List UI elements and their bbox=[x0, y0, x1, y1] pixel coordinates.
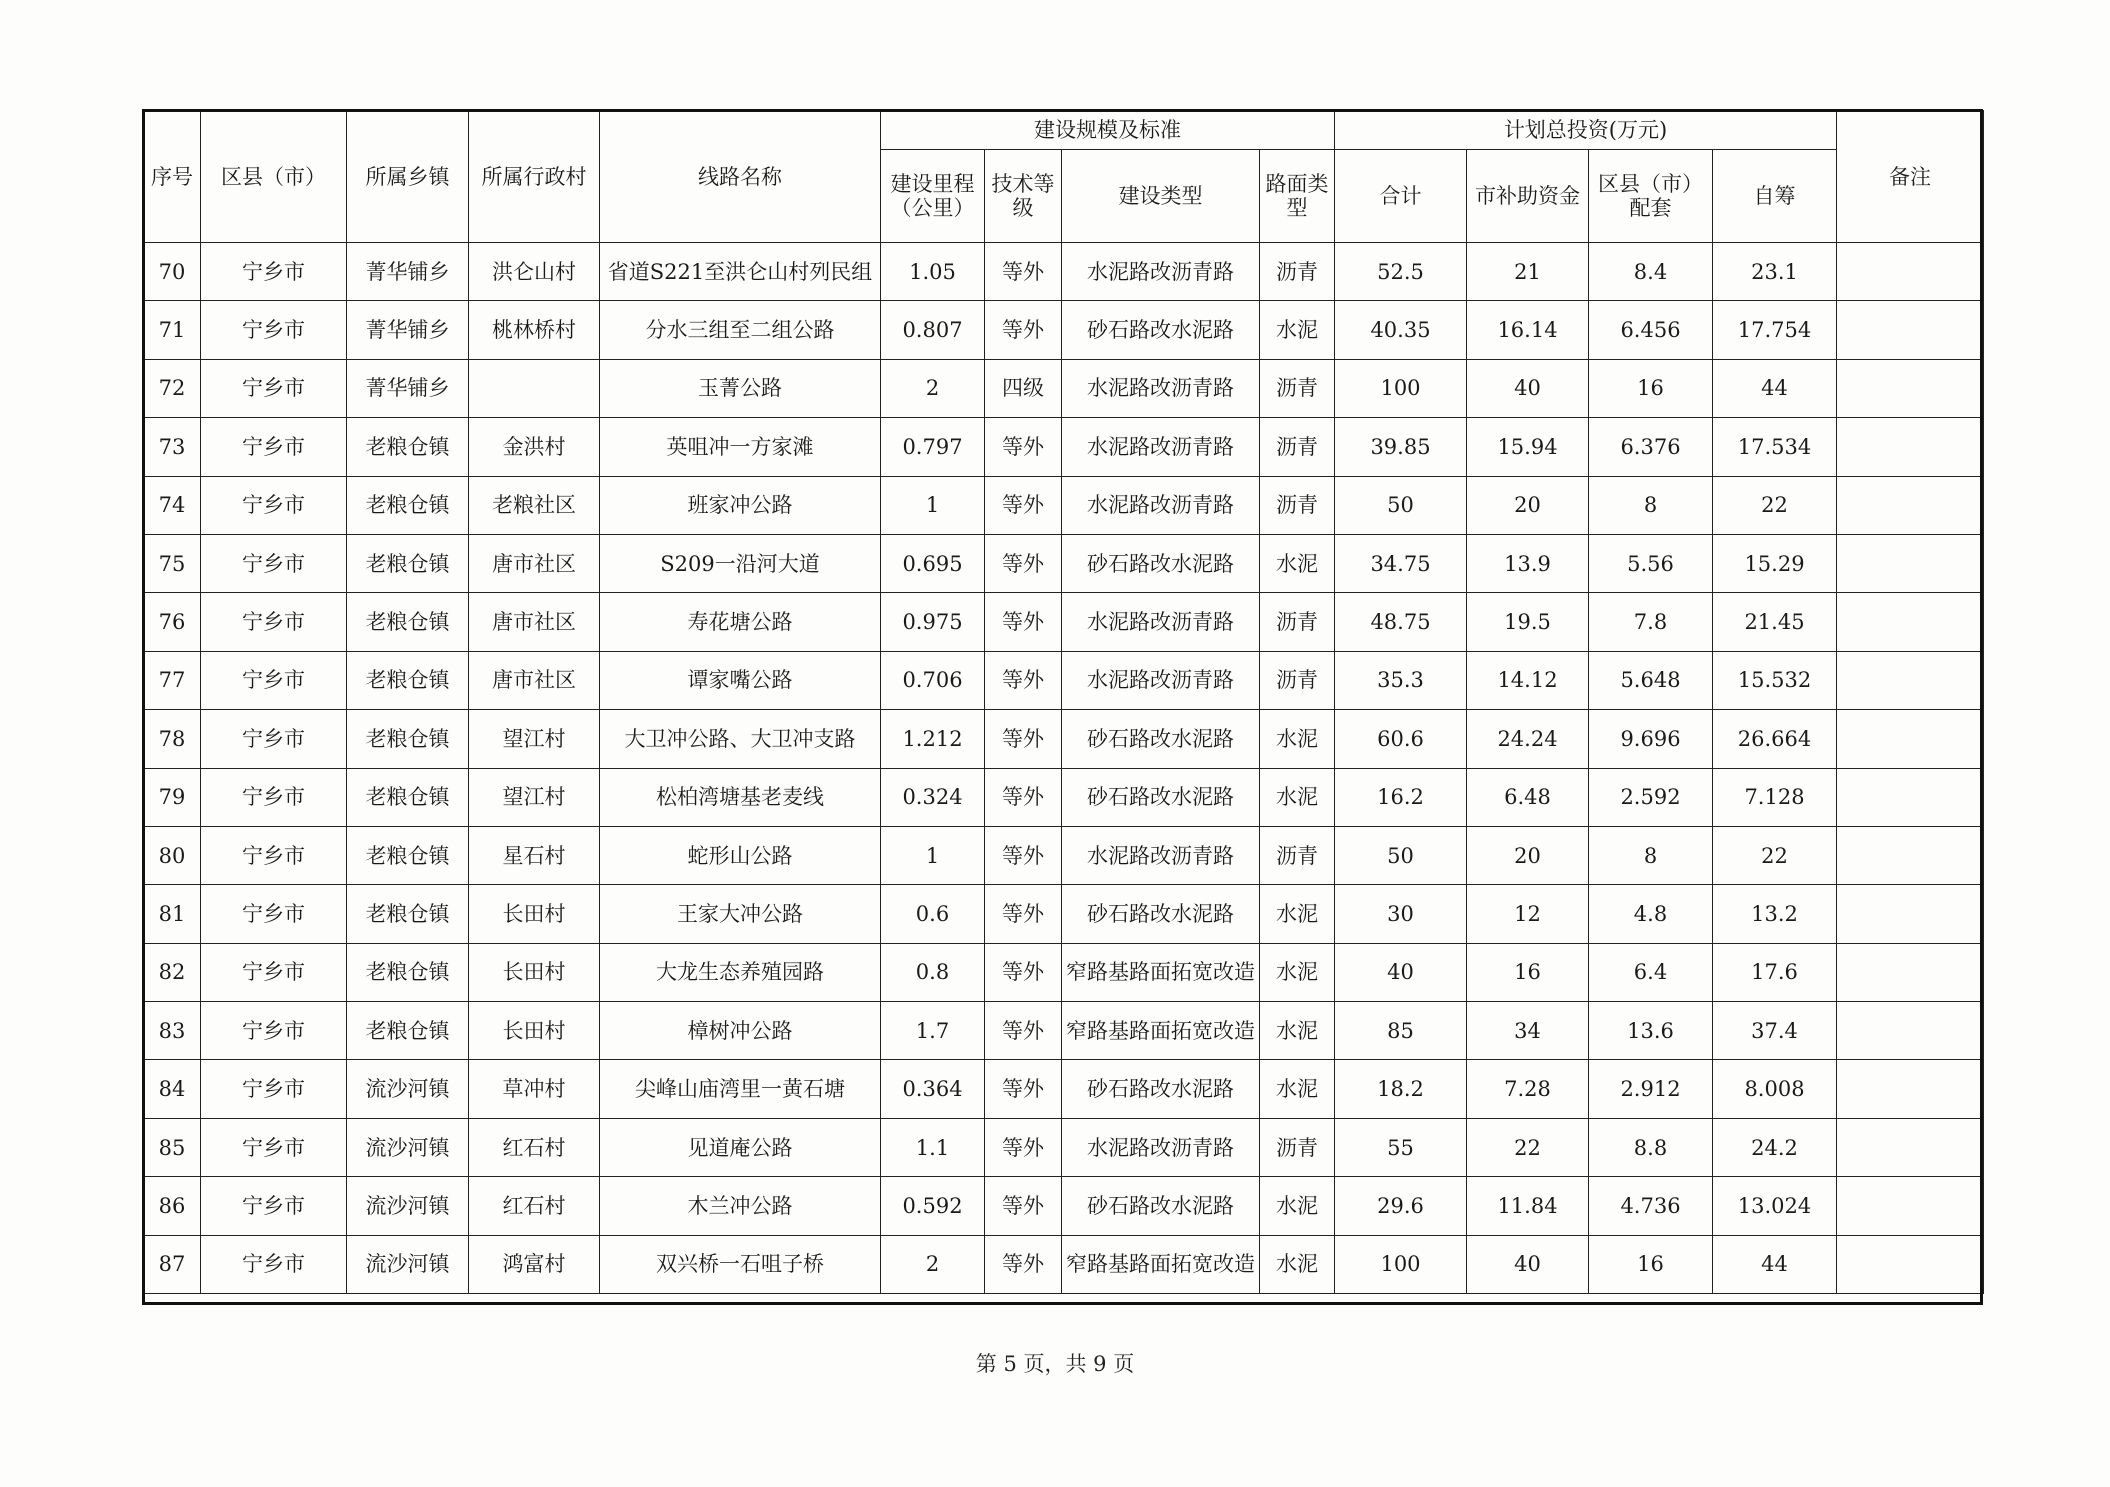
cell-township: 老粮仓镇 bbox=[347, 651, 469, 709]
cell-route: 英咀冲一方家滩 bbox=[600, 418, 881, 476]
cell-surface: 沥青 bbox=[1260, 651, 1335, 709]
table-row bbox=[144, 651, 1984, 709]
cell-county-match: 6.4 bbox=[1589, 943, 1713, 1001]
header-mileage: 建设里程（公里） bbox=[881, 150, 985, 243]
cell-total: 85 bbox=[1335, 1002, 1467, 1060]
cell-self-raised: 17.534 bbox=[1713, 418, 1837, 476]
cell-remark bbox=[1837, 943, 1984, 1001]
cell-self-raised: 17.754 bbox=[1713, 301, 1837, 359]
cell-county-match: 8 bbox=[1589, 476, 1713, 534]
cell-grade: 等外 bbox=[985, 1177, 1062, 1235]
cell-village: 桃林桥村 bbox=[469, 301, 600, 359]
cell-build-type: 砂石路改水泥路 bbox=[1062, 1177, 1260, 1235]
cell-self-raised: 22 bbox=[1713, 826, 1837, 884]
cell-county-match: 16 bbox=[1589, 1235, 1713, 1293]
cell-surface: 水泥 bbox=[1260, 710, 1335, 768]
cell-county-match: 9.696 bbox=[1589, 710, 1713, 768]
cell-city-subsidy: 20 bbox=[1467, 826, 1589, 884]
header-route: 线路名称 bbox=[600, 111, 881, 243]
table-row bbox=[144, 1118, 1984, 1176]
cell-township: 流沙河镇 bbox=[347, 1177, 469, 1235]
cell-grade: 等外 bbox=[985, 885, 1062, 943]
cell-total: 35.3 bbox=[1335, 651, 1467, 709]
cell-remark bbox=[1837, 1002, 1984, 1060]
cell-county-match: 6.376 bbox=[1589, 418, 1713, 476]
cell-grade: 等外 bbox=[985, 768, 1062, 826]
cell-build-type: 砂石路改水泥路 bbox=[1062, 768, 1260, 826]
cell-mileage: 2 bbox=[881, 359, 985, 417]
cell-village: 长田村 bbox=[469, 885, 600, 943]
cell-route: 见道庵公路 bbox=[600, 1118, 881, 1176]
cell-city-subsidy: 22 bbox=[1467, 1118, 1589, 1176]
cell-self-raised: 15.29 bbox=[1713, 534, 1837, 592]
header-total: 合计 bbox=[1335, 150, 1467, 243]
cell-township: 老粮仓镇 bbox=[347, 418, 469, 476]
cell-township: 老粮仓镇 bbox=[347, 476, 469, 534]
cell-total: 18.2 bbox=[1335, 1060, 1467, 1118]
cell-remark bbox=[1837, 243, 1984, 301]
cell-city-subsidy: 12 bbox=[1467, 885, 1589, 943]
cell-grade: 等外 bbox=[985, 476, 1062, 534]
cell-county-match: 13.6 bbox=[1589, 1002, 1713, 1060]
cell-build-type: 砂石路改水泥路 bbox=[1062, 301, 1260, 359]
cell-county-match: 5.56 bbox=[1589, 534, 1713, 592]
cell-seq: 77 bbox=[144, 651, 201, 709]
cell-grade: 等外 bbox=[985, 534, 1062, 592]
cell-county-match: 8 bbox=[1589, 826, 1713, 884]
cell-route: S209一沿河大道 bbox=[600, 534, 881, 592]
cell-mileage: 1.05 bbox=[881, 243, 985, 301]
cell-seq: 80 bbox=[144, 826, 201, 884]
cell-total: 48.75 bbox=[1335, 593, 1467, 651]
cell-surface: 水泥 bbox=[1260, 1060, 1335, 1118]
cell-grade: 等外 bbox=[985, 1060, 1062, 1118]
cell-city-subsidy: 15.94 bbox=[1467, 418, 1589, 476]
header-surface: 路面类型 bbox=[1260, 150, 1335, 243]
cell-total: 100 bbox=[1335, 359, 1467, 417]
cell-remark bbox=[1837, 593, 1984, 651]
cell-surface: 沥青 bbox=[1260, 359, 1335, 417]
cell-county: 宁乡市 bbox=[201, 301, 347, 359]
header-city-subsidy: 市补助资金 bbox=[1467, 150, 1589, 243]
cell-self-raised: 44 bbox=[1713, 1235, 1837, 1293]
header-scale-group: 建设规模及标准 bbox=[881, 111, 1335, 150]
cell-build-type: 窄路基路面拓宽改造 bbox=[1062, 1235, 1260, 1293]
cell-route: 大龙生态养殖园路 bbox=[600, 943, 881, 1001]
cell-mileage: 1 bbox=[881, 826, 985, 884]
cell-village: 洪仑山村 bbox=[469, 243, 600, 301]
cell-township: 老粮仓镇 bbox=[347, 710, 469, 768]
cell-route: 分水三组至二组公路 bbox=[600, 301, 881, 359]
cell-surface: 水泥 bbox=[1260, 1235, 1335, 1293]
table-row bbox=[144, 1002, 1984, 1060]
cell-route: 尖峰山庙湾里一黄石塘 bbox=[600, 1060, 881, 1118]
cell-township: 老粮仓镇 bbox=[347, 826, 469, 884]
cell-route: 谭家嘴公路 bbox=[600, 651, 881, 709]
cell-village: 红石村 bbox=[469, 1118, 600, 1176]
cell-mileage: 1.7 bbox=[881, 1002, 985, 1060]
cell-county-match: 7.8 bbox=[1589, 593, 1713, 651]
cell-village: 星石村 bbox=[469, 826, 600, 884]
cell-total: 16.2 bbox=[1335, 768, 1467, 826]
cell-remark bbox=[1837, 651, 1984, 709]
cell-total: 60.6 bbox=[1335, 710, 1467, 768]
cell-county: 宁乡市 bbox=[201, 651, 347, 709]
cell-surface: 沥青 bbox=[1260, 243, 1335, 301]
cell-build-type: 水泥路改沥青路 bbox=[1062, 651, 1260, 709]
cell-remark bbox=[1837, 1235, 1984, 1293]
cell-build-type: 砂石路改水泥路 bbox=[1062, 534, 1260, 592]
cell-route: 王家大冲公路 bbox=[600, 885, 881, 943]
cell-build-type: 砂石路改水泥路 bbox=[1062, 710, 1260, 768]
cell-total: 34.75 bbox=[1335, 534, 1467, 592]
cell-remark bbox=[1837, 885, 1984, 943]
cell-township: 老粮仓镇 bbox=[347, 593, 469, 651]
cell-village: 金洪村 bbox=[469, 418, 600, 476]
cell-total: 52.5 bbox=[1335, 243, 1467, 301]
cell-grade: 等外 bbox=[985, 710, 1062, 768]
cell-route: 松柏湾塘基老麦线 bbox=[600, 768, 881, 826]
cell-county: 宁乡市 bbox=[201, 1177, 347, 1235]
table-row bbox=[144, 768, 1984, 826]
cell-total: 100 bbox=[1335, 1235, 1467, 1293]
cell-remark bbox=[1837, 1060, 1984, 1118]
cell-township: 菁华铺乡 bbox=[347, 243, 469, 301]
cell-surface: 水泥 bbox=[1260, 768, 1335, 826]
cell-build-type: 水泥路改沥青路 bbox=[1062, 826, 1260, 884]
cell-county: 宁乡市 bbox=[201, 768, 347, 826]
header-remark: 备注 bbox=[1837, 111, 1984, 243]
cell-mileage: 1 bbox=[881, 476, 985, 534]
header-county-match: 区县（市）配套 bbox=[1589, 150, 1713, 243]
cell-seq: 73 bbox=[144, 418, 201, 476]
cell-city-subsidy: 16 bbox=[1467, 943, 1589, 1001]
cell-remark bbox=[1837, 359, 1984, 417]
cell-county: 宁乡市 bbox=[201, 243, 347, 301]
cell-grade: 等外 bbox=[985, 418, 1062, 476]
cell-grade: 等外 bbox=[985, 1002, 1062, 1060]
cell-route: 双兴桥一石咀子桥 bbox=[600, 1235, 881, 1293]
cell-mileage: 2 bbox=[881, 1235, 985, 1293]
cell-seq: 76 bbox=[144, 593, 201, 651]
cell-grade: 等外 bbox=[985, 1235, 1062, 1293]
cell-total: 50 bbox=[1335, 476, 1467, 534]
cell-self-raised: 22 bbox=[1713, 476, 1837, 534]
cell-route: 樟树冲公路 bbox=[600, 1002, 881, 1060]
cell-township: 流沙河镇 bbox=[347, 1235, 469, 1293]
cell-self-raised: 7.128 bbox=[1713, 768, 1837, 826]
cell-mileage: 0.364 bbox=[881, 1060, 985, 1118]
cell-county: 宁乡市 bbox=[201, 885, 347, 943]
cell-township: 老粮仓镇 bbox=[347, 885, 469, 943]
table-row bbox=[144, 943, 1984, 1001]
cell-self-raised: 8.008 bbox=[1713, 1060, 1837, 1118]
cell-village: 红石村 bbox=[469, 1177, 600, 1235]
cell-remark bbox=[1837, 768, 1984, 826]
cell-mileage: 0.8 bbox=[881, 943, 985, 1001]
cell-village: 唐市社区 bbox=[469, 593, 600, 651]
cell-seq: 81 bbox=[144, 885, 201, 943]
cell-county: 宁乡市 bbox=[201, 710, 347, 768]
cell-grade: 等外 bbox=[985, 301, 1062, 359]
cell-township: 老粮仓镇 bbox=[347, 534, 469, 592]
cell-route: 寿花塘公路 bbox=[600, 593, 881, 651]
cell-mileage: 0.706 bbox=[881, 651, 985, 709]
cell-total: 29.6 bbox=[1335, 1177, 1467, 1235]
cell-surface: 水泥 bbox=[1260, 1177, 1335, 1235]
cell-build-type: 窄路基路面拓宽改造 bbox=[1062, 1002, 1260, 1060]
cell-county: 宁乡市 bbox=[201, 418, 347, 476]
cell-surface: 沥青 bbox=[1260, 476, 1335, 534]
cell-village: 唐市社区 bbox=[469, 651, 600, 709]
cell-route: 玉菁公路 bbox=[600, 359, 881, 417]
cell-village: 望江村 bbox=[469, 710, 600, 768]
cell-grade: 等外 bbox=[985, 943, 1062, 1001]
cell-remark bbox=[1837, 1118, 1984, 1176]
cell-route: 大卫冲公路、大卫冲支路 bbox=[600, 710, 881, 768]
cell-seq: 74 bbox=[144, 476, 201, 534]
cell-county: 宁乡市 bbox=[201, 1118, 347, 1176]
cell-surface: 沥青 bbox=[1260, 418, 1335, 476]
cell-self-raised: 23.1 bbox=[1713, 243, 1837, 301]
cell-surface: 水泥 bbox=[1260, 1002, 1335, 1060]
cell-self-raised: 21.45 bbox=[1713, 593, 1837, 651]
table-row bbox=[144, 359, 1984, 417]
table-header bbox=[144, 111, 1984, 243]
cell-total: 40 bbox=[1335, 943, 1467, 1001]
cell-city-subsidy: 20 bbox=[1467, 476, 1589, 534]
cell-city-subsidy: 7.28 bbox=[1467, 1060, 1589, 1118]
cell-seq: 75 bbox=[144, 534, 201, 592]
cell-township: 菁华铺乡 bbox=[347, 301, 469, 359]
cell-mileage: 0.797 bbox=[881, 418, 985, 476]
cell-city-subsidy: 40 bbox=[1467, 1235, 1589, 1293]
cell-city-subsidy: 24.24 bbox=[1467, 710, 1589, 768]
cell-city-subsidy: 16.14 bbox=[1467, 301, 1589, 359]
cell-mileage: 0.695 bbox=[881, 534, 985, 592]
cell-county-match: 6.456 bbox=[1589, 301, 1713, 359]
cell-grade: 等外 bbox=[985, 593, 1062, 651]
cell-self-raised: 17.6 bbox=[1713, 943, 1837, 1001]
cell-mileage: 1.1 bbox=[881, 1118, 985, 1176]
header-grade: 技术等级 bbox=[985, 150, 1062, 243]
cell-city-subsidy: 13.9 bbox=[1467, 534, 1589, 592]
cell-seq: 82 bbox=[144, 943, 201, 1001]
cell-city-subsidy: 34 bbox=[1467, 1002, 1589, 1060]
table-row bbox=[144, 301, 1984, 359]
header-build-type: 建设类型 bbox=[1062, 150, 1260, 243]
cell-county-match: 8.8 bbox=[1589, 1118, 1713, 1176]
cell-seq: 86 bbox=[144, 1177, 201, 1235]
cell-total: 40.35 bbox=[1335, 301, 1467, 359]
cell-build-type: 窄路基路面拓宽改造 bbox=[1062, 943, 1260, 1001]
cell-seq: 72 bbox=[144, 359, 201, 417]
cell-remark bbox=[1837, 710, 1984, 768]
table-row bbox=[144, 1177, 1984, 1235]
cell-surface: 水泥 bbox=[1260, 301, 1335, 359]
cell-county: 宁乡市 bbox=[201, 593, 347, 651]
page-number: 第 5 页，共 9 页 bbox=[975, 1352, 1135, 1376]
cell-city-subsidy: 11.84 bbox=[1467, 1177, 1589, 1235]
cell-surface: 沥青 bbox=[1260, 826, 1335, 884]
cell-county: 宁乡市 bbox=[201, 1235, 347, 1293]
cell-county-match: 2.912 bbox=[1589, 1060, 1713, 1118]
header-seq: 序号 bbox=[144, 111, 201, 243]
cell-mileage: 0.592 bbox=[881, 1177, 985, 1235]
cell-township: 流沙河镇 bbox=[347, 1060, 469, 1118]
cell-surface: 沥青 bbox=[1260, 593, 1335, 651]
cell-county-match: 4.736 bbox=[1589, 1177, 1713, 1235]
cell-seq: 70 bbox=[144, 243, 201, 301]
cell-seq: 71 bbox=[144, 301, 201, 359]
cell-remark bbox=[1837, 534, 1984, 592]
cell-grade: 等外 bbox=[985, 826, 1062, 884]
table-row bbox=[144, 534, 1984, 592]
cell-mileage: 0.6 bbox=[881, 885, 985, 943]
table-row bbox=[144, 710, 1984, 768]
cell-mileage: 0.975 bbox=[881, 593, 985, 651]
cell-township: 菁华铺乡 bbox=[347, 359, 469, 417]
cell-county: 宁乡市 bbox=[201, 476, 347, 534]
cell-village bbox=[469, 359, 600, 417]
cell-remark bbox=[1837, 826, 1984, 884]
cell-township: 老粮仓镇 bbox=[347, 943, 469, 1001]
table-row bbox=[144, 826, 1984, 884]
cell-city-subsidy: 21 bbox=[1467, 243, 1589, 301]
cell-seq: 78 bbox=[144, 710, 201, 768]
cell-total: 55 bbox=[1335, 1118, 1467, 1176]
cell-village: 鸿富村 bbox=[469, 1235, 600, 1293]
cell-build-type: 水泥路改沥青路 bbox=[1062, 593, 1260, 651]
cell-county: 宁乡市 bbox=[201, 826, 347, 884]
cell-route: 蛇形山公路 bbox=[600, 826, 881, 884]
cell-mileage: 1.212 bbox=[881, 710, 985, 768]
table-row bbox=[144, 476, 1984, 534]
cell-build-type: 砂石路改水泥路 bbox=[1062, 1060, 1260, 1118]
header-county: 区县（市） bbox=[201, 111, 347, 243]
cell-seq: 87 bbox=[144, 1235, 201, 1293]
cell-seq: 85 bbox=[144, 1118, 201, 1176]
cell-county: 宁乡市 bbox=[201, 943, 347, 1001]
cell-self-raised: 15.532 bbox=[1713, 651, 1837, 709]
cell-self-raised: 13.024 bbox=[1713, 1177, 1837, 1235]
cell-village: 老粮社区 bbox=[469, 476, 600, 534]
cell-county-match: 16 bbox=[1589, 359, 1713, 417]
table-row bbox=[144, 1060, 1984, 1118]
cell-village: 唐市社区 bbox=[469, 534, 600, 592]
cell-remark bbox=[1837, 476, 1984, 534]
cell-self-raised: 44 bbox=[1713, 359, 1837, 417]
cell-seq: 83 bbox=[144, 1002, 201, 1060]
cell-seq: 84 bbox=[144, 1060, 201, 1118]
cell-build-type: 水泥路改沥青路 bbox=[1062, 359, 1260, 417]
cell-surface: 水泥 bbox=[1260, 534, 1335, 592]
cell-route: 省道S221至洪仑山村列民组 bbox=[600, 243, 881, 301]
cell-county: 宁乡市 bbox=[201, 1060, 347, 1118]
cell-city-subsidy: 19.5 bbox=[1467, 593, 1589, 651]
cell-self-raised: 13.2 bbox=[1713, 885, 1837, 943]
cell-surface: 水泥 bbox=[1260, 885, 1335, 943]
cell-total: 50 bbox=[1335, 826, 1467, 884]
cell-grade: 四级 bbox=[985, 359, 1062, 417]
cell-surface: 水泥 bbox=[1260, 943, 1335, 1001]
table-row bbox=[144, 593, 1984, 651]
cell-self-raised: 24.2 bbox=[1713, 1118, 1837, 1176]
cell-city-subsidy: 6.48 bbox=[1467, 768, 1589, 826]
table-row bbox=[144, 418, 1984, 476]
cell-route: 木兰冲公路 bbox=[600, 1177, 881, 1235]
cell-mileage: 0.324 bbox=[881, 768, 985, 826]
cell-township: 流沙河镇 bbox=[347, 1118, 469, 1176]
cell-county: 宁乡市 bbox=[201, 1002, 347, 1060]
cell-remark bbox=[1837, 301, 1984, 359]
cell-county: 宁乡市 bbox=[201, 359, 347, 417]
cell-township: 老粮仓镇 bbox=[347, 1002, 469, 1060]
header-township: 所属乡镇 bbox=[347, 111, 469, 243]
cell-surface: 沥青 bbox=[1260, 1118, 1335, 1176]
table-row bbox=[144, 243, 1984, 301]
cell-total: 39.85 bbox=[1335, 418, 1467, 476]
cell-self-raised: 26.664 bbox=[1713, 710, 1837, 768]
investment-plan-table bbox=[143, 110, 1984, 1294]
header-invest-group: 计划总投资(万元) bbox=[1335, 111, 1837, 150]
cell-village: 长田村 bbox=[469, 1002, 600, 1060]
table-row bbox=[144, 1235, 1984, 1293]
cell-mileage: 0.807 bbox=[881, 301, 985, 359]
cell-county-match: 8.4 bbox=[1589, 243, 1713, 301]
cell-county-match: 5.648 bbox=[1589, 651, 1713, 709]
header-self-raised: 自筹 bbox=[1713, 150, 1837, 243]
cell-township: 老粮仓镇 bbox=[347, 768, 469, 826]
cell-grade: 等外 bbox=[985, 243, 1062, 301]
cell-county: 宁乡市 bbox=[201, 534, 347, 592]
cell-county-match: 2.592 bbox=[1589, 768, 1713, 826]
cell-total: 30 bbox=[1335, 885, 1467, 943]
cell-build-type: 砂石路改水泥路 bbox=[1062, 885, 1260, 943]
cell-county-match: 4.8 bbox=[1589, 885, 1713, 943]
cell-build-type: 水泥路改沥青路 bbox=[1062, 476, 1260, 534]
cell-village: 长田村 bbox=[469, 943, 600, 1001]
cell-self-raised: 37.4 bbox=[1713, 1002, 1837, 1060]
cell-build-type: 水泥路改沥青路 bbox=[1062, 418, 1260, 476]
table-row bbox=[144, 885, 1984, 943]
cell-grade: 等外 bbox=[985, 1118, 1062, 1176]
cell-build-type: 水泥路改沥青路 bbox=[1062, 243, 1260, 301]
cell-route: 班家冲公路 bbox=[600, 476, 881, 534]
cell-city-subsidy: 40 bbox=[1467, 359, 1589, 417]
cell-village: 望江村 bbox=[469, 768, 600, 826]
header-village: 所属行政村 bbox=[469, 111, 600, 243]
cell-seq: 79 bbox=[144, 768, 201, 826]
cell-build-type: 水泥路改沥青路 bbox=[1062, 1118, 1260, 1176]
cell-grade: 等外 bbox=[985, 651, 1062, 709]
cell-city-subsidy: 14.12 bbox=[1467, 651, 1589, 709]
cell-remark bbox=[1837, 1177, 1984, 1235]
table-body bbox=[144, 243, 1984, 1294]
cell-remark bbox=[1837, 418, 1984, 476]
cell-village: 草冲村 bbox=[469, 1060, 600, 1118]
